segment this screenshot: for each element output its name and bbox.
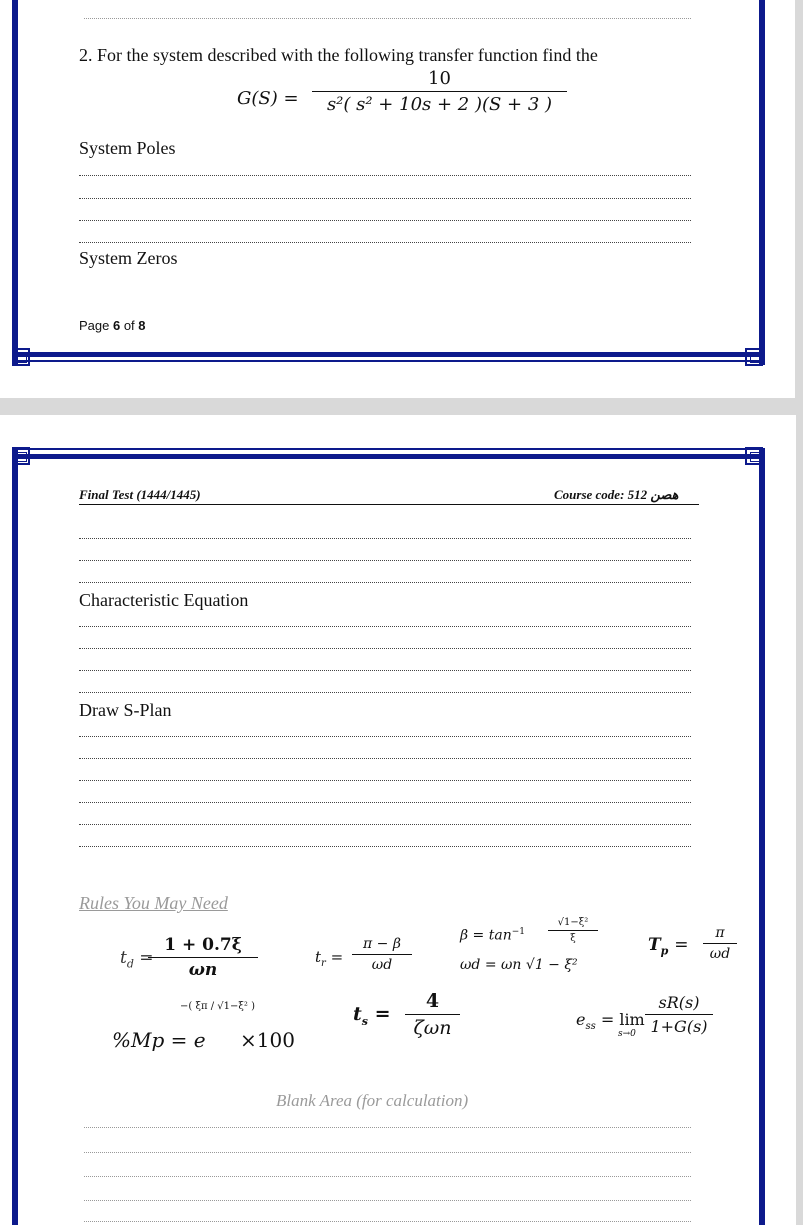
system-poles-label: System Poles bbox=[79, 138, 176, 158]
answer-line bbox=[79, 648, 691, 649]
answer-line bbox=[79, 758, 691, 759]
fraction-bar bbox=[703, 943, 737, 944]
answer-line bbox=[79, 846, 691, 847]
fraction-bar bbox=[312, 91, 567, 92]
formula-ts-lhs bbox=[353, 1003, 391, 1028]
answer-line bbox=[84, 1176, 691, 1177]
corner-ornament-icon bbox=[12, 447, 30, 465]
answer-line bbox=[84, 1221, 691, 1222]
border-bottom-bar bbox=[12, 352, 765, 357]
ess-symbol: e bbox=[576, 1010, 586, 1029]
tr-symbol: t bbox=[315, 948, 322, 966]
tp-numerator: π bbox=[715, 925, 725, 941]
formula-ess-fraction bbox=[645, 993, 713, 1036]
formula-mp-mult: ×100 bbox=[240, 1028, 295, 1052]
fraction-bar bbox=[645, 1014, 713, 1015]
tr-subscript: r bbox=[321, 958, 326, 969]
corner-ornament-icon bbox=[745, 348, 763, 366]
ess-subscript: ss bbox=[585, 1021, 596, 1033]
ess-numerator: sR(s) bbox=[658, 993, 700, 1012]
characteristic-equation-label: Characteristic Equation bbox=[79, 590, 249, 610]
formula-wd: ωd = ωn √1 − ξ² bbox=[460, 957, 578, 973]
formula-mp-exponent: −( ξπ / √1−ξ² ) bbox=[180, 1001, 255, 1012]
fraction-bar bbox=[405, 1014, 460, 1015]
page-total: 8 bbox=[138, 318, 146, 333]
answer-line bbox=[79, 802, 691, 803]
formula-beta-fraction bbox=[548, 917, 598, 944]
answer-line bbox=[79, 736, 691, 737]
page-number bbox=[79, 318, 146, 333]
tf-denominator: s²( s² + 10s + 2 )(S + 3 ) bbox=[326, 94, 553, 115]
answer-line bbox=[79, 560, 691, 561]
answer-line bbox=[79, 670, 691, 671]
formula-ess-lim-sub: s→0 bbox=[618, 1029, 636, 1039]
tf-numerator: 10 bbox=[428, 68, 451, 89]
formula-ts-fraction bbox=[405, 990, 460, 1039]
header-test-title: Final Test (1444/1445) bbox=[79, 487, 201, 502]
answer-line bbox=[79, 538, 691, 539]
header-rule bbox=[79, 504, 699, 505]
ts-equals: = bbox=[374, 1003, 391, 1025]
ts-numerator: 4 bbox=[425, 990, 440, 1012]
ess-equals-lim: = lim bbox=[600, 1010, 645, 1029]
answer-line bbox=[79, 780, 691, 781]
rules-title: Rules You May Need bbox=[79, 893, 228, 913]
answer-line bbox=[79, 692, 691, 693]
answer-line bbox=[79, 220, 691, 221]
transfer-function-lhs: G(S) = bbox=[237, 88, 299, 109]
corner-ornament-icon bbox=[745, 447, 763, 465]
fraction-bar bbox=[352, 954, 412, 955]
answer-line bbox=[79, 582, 691, 583]
answer-line bbox=[84, 18, 691, 19]
tp-denominator: ωd bbox=[709, 946, 731, 962]
border-top-bar bbox=[12, 454, 765, 459]
page-current: 6 bbox=[112, 318, 121, 333]
tp-subscript: p bbox=[660, 944, 669, 958]
td-subscript: d bbox=[126, 957, 134, 971]
tr-equals: = bbox=[330, 948, 344, 966]
answer-line bbox=[84, 1200, 691, 1201]
corner-ornament-icon bbox=[12, 348, 30, 366]
border-bottom-line bbox=[12, 360, 765, 362]
page-6 bbox=[0, 0, 795, 398]
answer-line bbox=[79, 626, 691, 627]
system-zeros-label: System Zeros bbox=[79, 248, 178, 268]
formula-mp-lhs: %Mp = e bbox=[112, 1028, 206, 1052]
beta-lhs: β = tan bbox=[460, 927, 512, 944]
question-text: 2. For the system described with the following transfer function find the bbox=[79, 45, 598, 65]
formula-beta bbox=[460, 927, 525, 944]
answer-line bbox=[79, 824, 691, 825]
beta-denominator: ξ bbox=[570, 933, 576, 944]
page-word: Page bbox=[79, 318, 113, 333]
answer-line bbox=[84, 1152, 691, 1153]
tr-denominator: ωd bbox=[371, 957, 393, 973]
td-numerator: 1 + 0.7ξ bbox=[164, 935, 242, 955]
ts-subscript: s bbox=[361, 1014, 368, 1028]
border-top-line bbox=[12, 448, 765, 450]
answer-line bbox=[79, 198, 691, 199]
td-equals: = bbox=[139, 948, 154, 968]
answer-line bbox=[79, 175, 691, 176]
header-course-code: Course code: هصن 512 bbox=[554, 487, 679, 502]
tp-symbol: T bbox=[648, 935, 661, 955]
formula-tp-fraction bbox=[703, 925, 737, 962]
tr-numerator: π − β bbox=[363, 936, 401, 952]
tp-equals: = bbox=[674, 935, 689, 955]
draw-splan-label: Draw S-Plan bbox=[79, 700, 172, 720]
page-of: of bbox=[120, 318, 139, 333]
beta-exponent: −1 bbox=[511, 927, 525, 937]
formula-td-fraction bbox=[148, 935, 258, 980]
answer-line bbox=[79, 242, 691, 243]
page-7 bbox=[0, 415, 796, 1225]
formula-tp-lhs bbox=[648, 935, 689, 957]
fraction-bar bbox=[148, 957, 258, 958]
formula-tr-lhs bbox=[315, 948, 343, 969]
ess-denominator: 1+G(s) bbox=[650, 1017, 708, 1036]
formula-tr-fraction bbox=[352, 936, 412, 973]
ts-denominator: ζωn bbox=[413, 1017, 452, 1039]
td-symbol: t bbox=[120, 948, 127, 968]
fraction-bar bbox=[548, 930, 598, 931]
td-denominator: ωn bbox=[188, 960, 218, 980]
transfer-function-fraction bbox=[312, 68, 567, 115]
blank-area-label: Blank Area (for calculation) bbox=[276, 1091, 469, 1110]
ts-symbol: t bbox=[353, 1003, 362, 1025]
answer-line bbox=[84, 1127, 691, 1128]
beta-numerator: √1−ξ² bbox=[557, 917, 589, 928]
